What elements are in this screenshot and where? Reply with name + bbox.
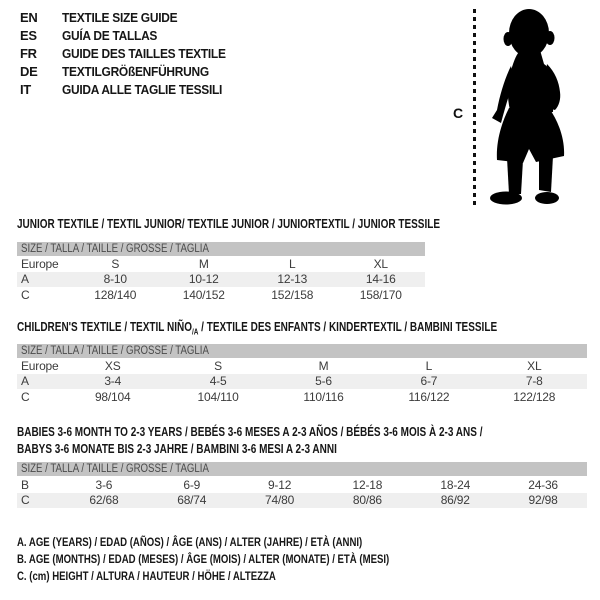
- row-label-cell: C: [21, 389, 30, 404]
- age-cell: 12-13: [248, 272, 337, 288]
- size-cell: S: [214, 358, 222, 373]
- language-code: ES: [20, 27, 37, 43]
- junior-section-heading: [17, 216, 546, 233]
- size-header-label: SIZE / TALLA / TAILLE / GRÖSSE / TAGLIA: [21, 345, 209, 357]
- size-cell: L: [425, 358, 433, 373]
- language-code: DE: [20, 63, 38, 79]
- age-cell: 9-12: [267, 477, 292, 492]
- guide-title: GUIDE DES TAILLES TEXTILE: [62, 45, 226, 61]
- language-row: [20, 62, 240, 80]
- age-cell: 4-5: [165, 374, 270, 390]
- size-cell: M: [198, 256, 209, 271]
- age-cell: 18-24: [440, 477, 471, 492]
- row-label-cell: C: [17, 493, 60, 509]
- legend-line-b: B. AGE (MONTHS) / EDAD (MESES) / ÂGE (MOIS) / ALTER (MONATE) / ETÀ (MESI): [17, 552, 390, 566]
- height-cell: 92/98: [499, 493, 587, 509]
- height-dotted-line: [473, 9, 476, 206]
- babies-heading-line1: BABIES 3-6 MONTH TO 2-3 YEARS / BEBÉS 3-6 MESES A 2-3 AÑOS / BÉBÉS 3-6 MOIS À 2-3 ANS /: [17, 425, 483, 439]
- babies-heading-line2: BABYS 3-6 MONATE BIS 2-3 JAHRE / BAMBINI 3-6 MESI A 2-3 ANNI: [17, 442, 337, 456]
- height-cell: 128/140: [94, 287, 137, 302]
- language-row: [20, 8, 240, 26]
- junior-size-table: [17, 256, 425, 303]
- children-size-header-bar: [17, 344, 587, 358]
- height-cell: 140/152: [182, 287, 225, 302]
- height-cell: 116/122: [408, 389, 450, 404]
- row-label-cell: Europe: [21, 256, 59, 271]
- row-label-cell: B: [21, 477, 29, 492]
- size-cell: XL: [527, 358, 542, 373]
- babies-size-table: [17, 477, 587, 508]
- table-row: [17, 287, 425, 303]
- baby-silhouette-image: [487, 2, 579, 212]
- table-row: [17, 477, 587, 493]
- height-cell: 62/68: [60, 493, 148, 509]
- guide-title: GUÍA DE TALLAS: [62, 27, 158, 43]
- table-row: [17, 389, 587, 405]
- table-row: [17, 374, 587, 390]
- table-row: [17, 358, 587, 374]
- row-label-cell: C: [21, 287, 30, 302]
- children-size-table: [17, 358, 587, 405]
- guide-title: TEXTILGRÖßENFÜHRUNG: [62, 63, 209, 79]
- guide-title: GUIDA ALLE TAGLIE TESSILI: [62, 81, 223, 97]
- age-cell: 3-6: [95, 477, 113, 492]
- language-code: EN: [20, 9, 38, 25]
- babies-section-heading: [17, 424, 599, 458]
- size-cell: L: [289, 256, 296, 271]
- language-row: [20, 80, 240, 98]
- children-section-heading: [17, 319, 600, 341]
- size-header-label: SIZE / TALLA / TAILLE / GRÖSSE / TAGLIA: [21, 243, 209, 255]
- age-cell: 24-36: [528, 477, 558, 492]
- legend: [17, 534, 482, 585]
- legend-line-c: C. (cm) HEIGHT / ALTURA / HAUTEUR / HÖHE / ALTEZZA: [17, 569, 276, 583]
- size-cell: S: [111, 256, 120, 271]
- age-cell: 5-6: [271, 374, 376, 390]
- height-cell: 74/80: [236, 493, 324, 509]
- height-cell: 68/74: [148, 493, 236, 509]
- age-cell: 7-8: [482, 374, 587, 390]
- language-row: [20, 44, 240, 62]
- age-cell: 14-16: [337, 272, 426, 288]
- guide-title: TEXTILE SIZE GUIDE: [62, 9, 178, 25]
- language-row: [20, 26, 240, 44]
- height-cell: 98/104: [94, 389, 131, 404]
- age-cell: 6-7: [376, 374, 481, 390]
- height-cell: 152/158: [271, 287, 314, 302]
- age-cell: 8-10: [71, 272, 160, 288]
- height-cell: 158/170: [359, 287, 402, 302]
- age-cell: 12-18: [352, 477, 383, 492]
- height-cell: 122/128: [513, 389, 556, 404]
- junior-heading-text: JUNIOR TEXTILE / TEXTIL JUNIOR/ TEXTILE JUNIOR / JUNIORTEXTIL / JUNIOR TESSILE: [17, 217, 441, 231]
- size-cell: XL: [373, 256, 388, 271]
- row-label-cell: A: [17, 272, 71, 288]
- size-header-label: SIZE / TALLA / TAILLE / GRÖSSE / TAGLIA: [21, 463, 209, 475]
- table-row: [17, 272, 425, 288]
- age-cell: 6-9: [183, 477, 201, 492]
- language-code: IT: [20, 81, 31, 97]
- children-heading-text: CHILDREN'S TEXTILE / TEXTIL $NIÑO_{/A}$ / TEXTILE DES ENFANTS / KINDERTEXTIL / BAMBINI TESSILE: [17, 320, 498, 337]
- height-measure-label: C: [453, 105, 464, 121]
- table-row: [17, 493, 587, 509]
- age-cell: 10-12: [160, 272, 249, 288]
- babies-size-header-bar: [17, 462, 587, 476]
- language-code: FR: [20, 45, 37, 61]
- size-cell: XS: [104, 358, 121, 373]
- heading-subscript: /A: [191, 327, 199, 337]
- table-row: [17, 256, 425, 272]
- legend-line-a: A. AGE (YEARS) / EDAD (AÑOS) / ÂGE (ANS) / ALTER (JAHRE) / ETÀ (ANNI): [17, 535, 363, 549]
- height-cell: 110/116: [303, 389, 344, 404]
- row-label-cell: Europe: [21, 358, 59, 373]
- age-cell: 3-4: [60, 374, 165, 390]
- row-label-cell: A: [17, 374, 60, 390]
- junior-size-header-bar: [17, 242, 425, 256]
- height-cell: 80/86: [323, 493, 411, 509]
- size-cell: M: [318, 358, 329, 373]
- height-cell: 86/92: [411, 493, 499, 509]
- language-title-list: [20, 8, 240, 98]
- height-cell: 104/110: [197, 389, 239, 404]
